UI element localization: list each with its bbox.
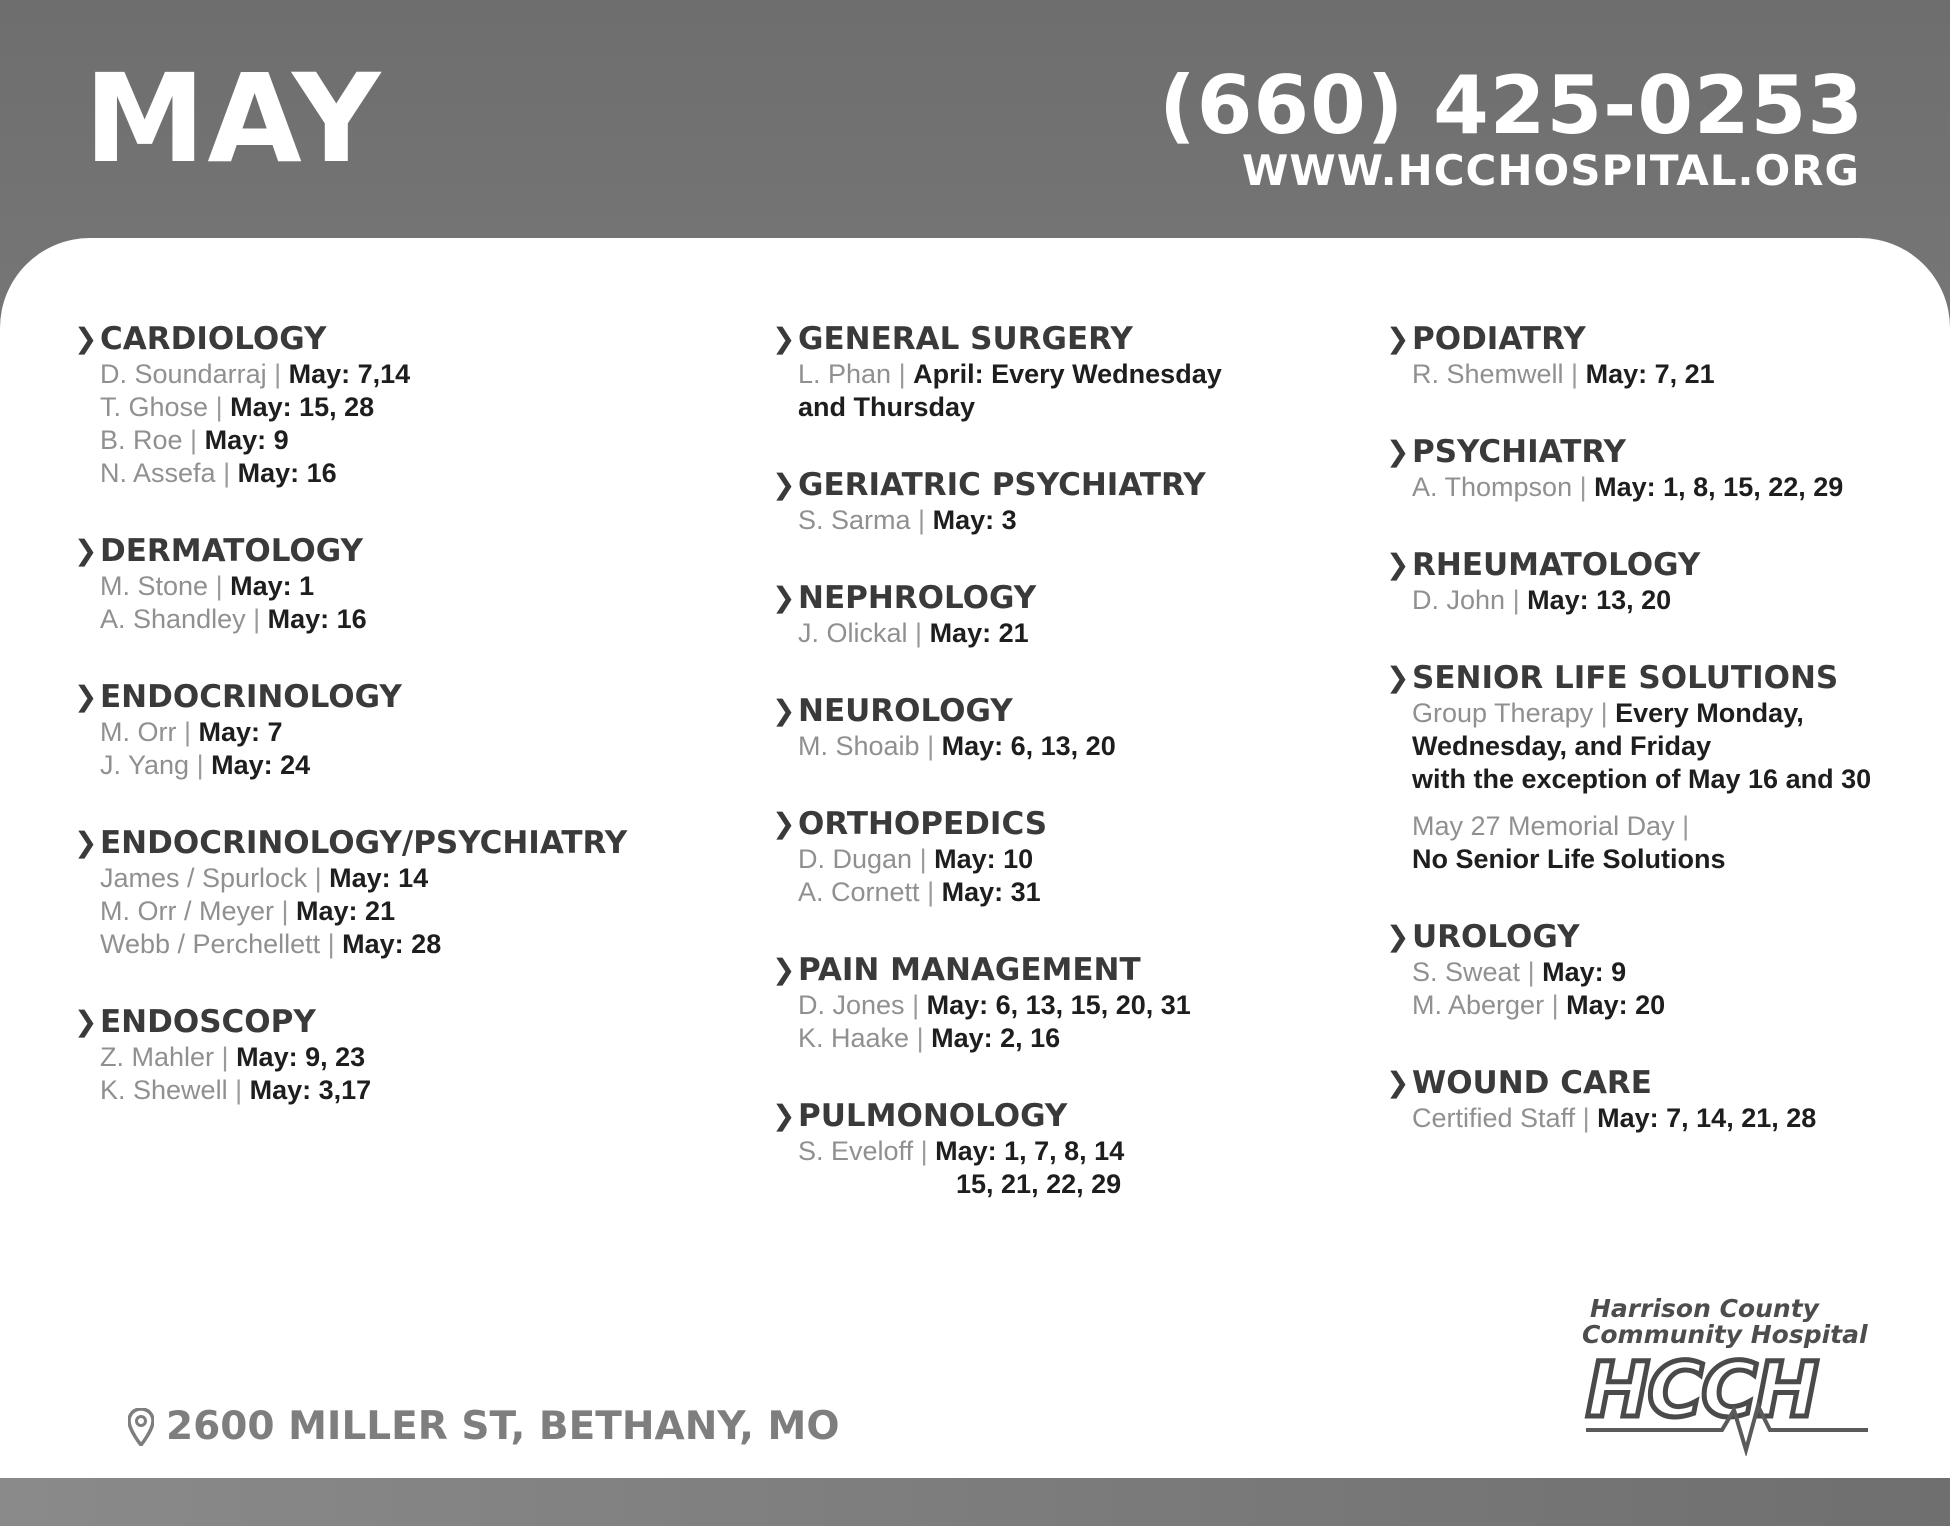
schedule-note-line: Wednesday, and Friday <box>1412 731 1712 761</box>
chevron-right-icon: ❯ <box>772 694 796 727</box>
department-title <box>74 1003 714 1041</box>
provider-entry <box>798 617 1372 650</box>
schedule-note-line: No Senior Life Solutions <box>1412 844 1726 874</box>
provider-entry <box>1412 697 1946 796</box>
provider-entry <box>100 570 714 603</box>
department-section <box>1386 1064 1946 1135</box>
department-section <box>74 1003 714 1107</box>
clinic-dates: May: 20 <box>1566 990 1666 1020</box>
provider-name: M. Orr <box>100 717 177 747</box>
clinic-dates: May: 3,17 <box>249 1075 372 1105</box>
department-title <box>1386 320 1946 358</box>
logo-line-2: Community Hospital <box>1582 1320 1868 1349</box>
clinic-dates: May: 7, 21 <box>1585 359 1715 389</box>
provider-list <box>798 843 1372 909</box>
chevron-right-icon: ❯ <box>74 826 98 859</box>
department-section <box>74 824 714 961</box>
clinic-dates: May: 3 <box>932 505 1017 535</box>
address-text: 2600 MILLER ST, BETHANY, MO <box>166 1404 840 1449</box>
provider-list <box>100 358 714 490</box>
department-name: ENDOCRINOLOGY <box>100 679 402 715</box>
chevron-right-icon: ❯ <box>1386 661 1410 694</box>
department-title <box>1386 659 1946 697</box>
provider-name: B. Roe <box>100 425 183 455</box>
clinic-dates: May: 2, 16 <box>931 1023 1061 1053</box>
provider-name: T. Ghose <box>100 392 209 422</box>
clinic-dates: May: 1, 7, 8, 14 <box>935 1136 1125 1166</box>
separator: | <box>245 604 268 634</box>
separator: | <box>227 1075 250 1105</box>
clinic-dates: May: 16 <box>267 604 367 634</box>
clinic-dates: May: 14 <box>329 863 429 893</box>
separator: | <box>912 844 935 874</box>
separator: | <box>1563 359 1586 389</box>
provider-name: A. Thompson <box>1412 472 1573 502</box>
department-section <box>772 692 1372 763</box>
provider-list <box>798 989 1372 1055</box>
department-title <box>772 466 1372 504</box>
provider-name: A. Cornett <box>798 877 920 907</box>
department-title <box>772 692 1372 730</box>
provider-name: May 27 Memorial Day <box>1412 811 1675 841</box>
provider-entry <box>1412 471 1946 504</box>
provider-name: K. Haake <box>798 1023 910 1053</box>
department-title <box>772 1097 1372 1135</box>
provider-name: K. Shewell <box>100 1075 228 1105</box>
provider-list <box>798 1135 1372 1201</box>
provider-list <box>1412 697 1946 876</box>
department-title <box>1386 918 1946 956</box>
clinic-dates: May: 7 <box>198 717 283 747</box>
chevron-right-icon: ❯ <box>1386 1066 1410 1099</box>
provider-entry <box>100 603 714 636</box>
department-title <box>1386 1064 1946 1102</box>
clinic-dates: May: 21 <box>296 896 396 926</box>
clinic-dates-continued: 15, 21, 22, 29 <box>956 1169 1122 1199</box>
provider-entry <box>100 457 714 490</box>
provider-name: M. Stone <box>100 571 209 601</box>
department-section <box>1386 320 1946 391</box>
department-section <box>1386 433 1946 504</box>
chevron-right-icon: ❯ <box>74 534 98 567</box>
department-name: ORTHOPEDICS <box>798 806 1048 842</box>
provider-name: L. Phan <box>798 359 892 389</box>
department-name: ENDOSCOPY <box>100 1004 316 1040</box>
department-title <box>1386 433 1946 471</box>
provider-entry <box>1412 956 1946 989</box>
provider-name: M. Aberger <box>1412 990 1545 1020</box>
clinic-dates-continued: and Thursday <box>798 392 976 422</box>
chevron-right-icon: ❯ <box>772 581 796 614</box>
department-title <box>1386 546 1946 584</box>
department-title <box>74 678 714 716</box>
department-title <box>74 320 714 358</box>
provider-entry <box>100 895 714 928</box>
separator: | <box>214 1042 237 1072</box>
department-title <box>772 579 1372 617</box>
chevron-right-icon: ❯ <box>1386 548 1410 581</box>
logo-line-1: Harrison County <box>1590 1294 1819 1323</box>
clinic-dates: May: 7, 14, 21, 28 <box>1597 1103 1817 1133</box>
provider-entry <box>798 1135 1372 1201</box>
chevron-right-icon: ❯ <box>772 468 796 501</box>
provider-entry <box>1412 584 1946 617</box>
separator: | <box>919 877 942 907</box>
department-title <box>74 824 714 862</box>
schedule-note-line: with the exception of May 16 and 30 <box>1412 764 1872 794</box>
provider-list <box>1412 956 1946 1022</box>
separator: | <box>1520 957 1543 987</box>
provider-list <box>1412 1102 1946 1135</box>
department-section <box>1386 546 1946 617</box>
provider-name: James / Spurlock <box>100 863 308 893</box>
provider-name: R. Shemwell <box>1412 359 1564 389</box>
chevron-right-icon: ❯ <box>772 1099 796 1132</box>
department-name: PSYCHIATRY <box>1412 434 1626 470</box>
provider-entry <box>1412 358 1946 391</box>
separator: | <box>208 571 231 601</box>
clinic-dates: May: 28 <box>342 929 442 959</box>
department-section <box>772 951 1372 1055</box>
provider-name: J. Yang <box>100 750 190 780</box>
column-3 <box>1386 320 1946 1177</box>
department-section <box>74 678 714 782</box>
clinic-dates: May: 24 <box>211 750 311 780</box>
provider-name: M. Shoaib <box>798 731 920 761</box>
clinic-dates: May: 9, 23 <box>236 1042 366 1072</box>
clinic-dates: May: 6, 13, 15, 20, 31 <box>926 990 1191 1020</box>
provider-entry <box>798 730 1372 763</box>
department-name: NEUROLOGY <box>798 693 1013 729</box>
clinic-dates: May: 10 <box>934 844 1034 874</box>
separator: | <box>919 731 942 761</box>
clinic-dates: Every Monday, <box>1615 698 1804 728</box>
department-section <box>74 320 714 490</box>
separator: | <box>1572 472 1595 502</box>
clinic-dates: April: Every Wednesday <box>913 359 1222 389</box>
provider-name: Certified Staff <box>1412 1103 1576 1133</box>
department-section <box>772 579 1372 650</box>
separator: | <box>1674 811 1690 841</box>
provider-list <box>1412 358 1946 391</box>
provider-list <box>1412 471 1946 504</box>
provider-name: S. Sarma <box>798 505 911 535</box>
separator: | <box>208 392 231 422</box>
department-title <box>772 320 1372 358</box>
chevron-right-icon: ❯ <box>74 322 98 355</box>
department-section <box>772 466 1372 537</box>
provider-list <box>100 1041 714 1107</box>
separator: | <box>913 1136 936 1166</box>
bottom-bar <box>0 1478 1950 1526</box>
provider-name: D. Dugan <box>798 844 913 874</box>
provider-entry <box>100 1041 714 1074</box>
provider-name: S. Eveloff <box>798 1136 914 1166</box>
separator: | <box>266 359 289 389</box>
address <box>128 1404 840 1449</box>
clinic-dates: May: 31 <box>941 877 1041 907</box>
department-name: GENERAL SURGERY <box>798 321 1133 357</box>
department-section <box>1386 918 1946 1022</box>
separator: | <box>891 359 914 389</box>
separator: | <box>904 990 927 1020</box>
phone-number[interactable]: (660) 425-0253 <box>1159 59 1864 152</box>
department-section <box>1386 659 1946 876</box>
provider-entry <box>100 928 714 961</box>
provider-name: N. Assefa <box>100 458 216 488</box>
separator: | <box>307 863 330 893</box>
provider-entry <box>100 749 714 782</box>
provider-name: J. Olickal <box>798 618 908 648</box>
provider-list <box>798 617 1372 650</box>
provider-name: S. Sweat <box>1412 957 1521 987</box>
provider-name: D. Jones <box>798 990 905 1020</box>
department-name: GERIATRIC PSYCHIATRY <box>798 467 1206 503</box>
separator: | <box>1544 990 1567 1020</box>
department-name: CARDIOLOGY <box>100 321 327 357</box>
department-name: WOUND CARE <box>1412 1065 1652 1101</box>
provider-list <box>1412 584 1946 617</box>
clinic-dates: May: 9 <box>1542 957 1627 987</box>
department-name: UROLOGY <box>1412 919 1580 955</box>
column-2 <box>772 320 1372 1243</box>
department-name: DERMATOLOGY <box>100 533 363 569</box>
department-name: PULMONOLOGY <box>798 1098 1068 1134</box>
separator: | <box>1575 1103 1598 1133</box>
provider-entry <box>100 716 714 749</box>
provider-list <box>100 570 714 636</box>
column-1 <box>74 320 714 1149</box>
provider-name: Group Therapy <box>1412 698 1594 728</box>
chevron-right-icon: ❯ <box>74 1005 98 1038</box>
provider-entry <box>100 358 714 391</box>
department-title <box>772 951 1372 989</box>
provider-list <box>798 358 1372 424</box>
chevron-right-icon: ❯ <box>772 953 796 986</box>
department-name: SENIOR LIFE SOLUTIONS <box>1412 660 1839 696</box>
department-section <box>772 1097 1372 1201</box>
clinic-dates: May: 1, 8, 15, 22, 29 <box>1594 472 1844 502</box>
separator: | <box>215 458 238 488</box>
clinic-dates: May: 1 <box>230 571 315 601</box>
separator: | <box>910 505 933 535</box>
provider-entry <box>100 1074 714 1107</box>
provider-list <box>100 716 714 782</box>
chevron-right-icon: ❯ <box>772 322 796 355</box>
hospital-logo <box>1582 1296 1872 1456</box>
logo-mark: HCCH <box>1586 1350 1817 1434</box>
department-section <box>74 532 714 636</box>
chevron-right-icon: ❯ <box>74 680 98 713</box>
provider-entry <box>798 843 1372 876</box>
chevron-right-icon: ❯ <box>1386 435 1410 468</box>
location-pin-icon <box>128 1408 154 1446</box>
clinic-dates: May: 6, 13, 20 <box>941 731 1116 761</box>
department-title <box>74 532 714 570</box>
department-section <box>772 320 1372 424</box>
department-title <box>772 805 1372 843</box>
clinic-dates: May: 7,14 <box>288 359 411 389</box>
provider-entry <box>798 876 1372 909</box>
separator: | <box>189 750 212 780</box>
provider-list <box>798 730 1372 763</box>
clinic-dates: May: 15, 28 <box>230 392 375 422</box>
clinic-dates: May: 21 <box>929 618 1029 648</box>
provider-name: Webb / Perchellett <box>100 929 321 959</box>
provider-name: A. Shandley <box>100 604 246 634</box>
provider-list <box>798 504 1372 537</box>
department-name: ENDOCRINOLOGY/PSYCHIATRY <box>100 825 628 861</box>
department-name: RHEUMATOLOGY <box>1412 547 1701 583</box>
separator: | <box>320 929 343 959</box>
clinic-dates: May: 9 <box>204 425 289 455</box>
separator: | <box>907 618 930 648</box>
separator: | <box>1593 698 1616 728</box>
separator: | <box>909 1023 932 1053</box>
clinic-dates: May: 13, 20 <box>1527 585 1672 615</box>
provider-entry <box>798 1022 1372 1055</box>
department-name: PAIN MANAGEMENT <box>798 952 1141 988</box>
clinic-dates: May: 16 <box>237 458 337 488</box>
separator: | <box>176 717 199 747</box>
provider-name: D. John <box>1412 585 1506 615</box>
chevron-right-icon: ❯ <box>1386 322 1410 355</box>
provider-entry <box>100 862 714 895</box>
provider-entry <box>1412 1102 1946 1135</box>
department-name: PODIATRY <box>1412 321 1586 357</box>
chevron-right-icon: ❯ <box>1386 920 1410 953</box>
department-section <box>772 805 1372 909</box>
website-link[interactable]: WWW.HCCHOSPITAL.ORG <box>1242 146 1860 195</box>
provider-entry <box>798 989 1372 1022</box>
separator: | <box>1505 585 1528 615</box>
provider-entry <box>100 424 714 457</box>
provider-name: D. Soundarraj <box>100 359 267 389</box>
provider-entry <box>1412 989 1946 1022</box>
provider-entry <box>1412 810 1946 876</box>
provider-list <box>100 862 714 961</box>
separator: | <box>182 425 205 455</box>
provider-entry <box>100 391 714 424</box>
provider-name: M. Orr / Meyer <box>100 896 274 926</box>
chevron-right-icon: ❯ <box>772 807 796 840</box>
department-name: NEPHROLOGY <box>798 580 1037 616</box>
provider-entry <box>798 358 1372 424</box>
hcch-heartbeat-icon <box>1582 1350 1872 1456</box>
provider-name: Z. Mahler <box>100 1042 215 1072</box>
month-title: MAY <box>84 48 383 190</box>
separator: | <box>274 896 297 926</box>
provider-entry <box>798 504 1372 537</box>
